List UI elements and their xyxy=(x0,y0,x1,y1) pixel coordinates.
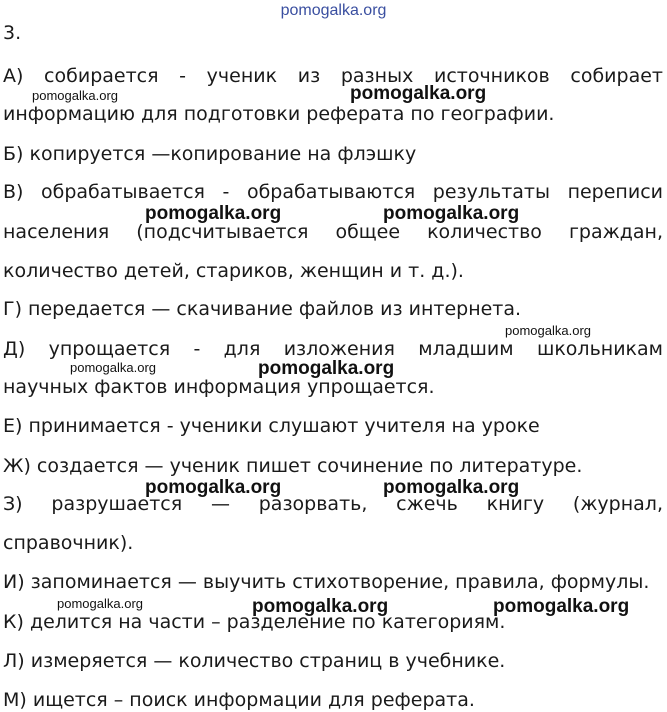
watermark: pomogalka.org xyxy=(350,83,487,104)
text-line-7: Г) передается — скачивание файлов из интернета. xyxy=(3,298,522,320)
text-line-10: Е) принимается - ученики слушают учителя на уроке xyxy=(3,415,540,437)
watermark: pomogalka.org xyxy=(383,477,520,498)
text-line-12: З) разрушается — разорвать, сжечь книгу (журнал, xyxy=(3,493,663,515)
text-line-2: информацию для подготовки реферата по географии. xyxy=(3,103,555,125)
watermark: pomogalka.org xyxy=(145,477,282,498)
task-number: 3. xyxy=(3,22,22,44)
watermark: pomogalka.org xyxy=(505,323,591,338)
watermark: pomogalka.org xyxy=(57,596,143,611)
text-line-3: Б) копируется —копирование на флэшку xyxy=(3,143,417,165)
watermark: pomogalka.org xyxy=(383,203,520,224)
text-line-5: населения (подсчитывается общее количество граждан, xyxy=(3,221,663,243)
text-line-17: М) ищется – поиск информации для реферата. xyxy=(3,689,475,711)
text-line-1: А) собирается - ученик из разных источников собирает xyxy=(3,65,663,87)
text-line-11: Ж) создается — ученик пишет сочинение по литературе. xyxy=(3,455,583,477)
text-line-6: количество детей, стариков, женщин и т. д.). xyxy=(3,260,464,282)
text-line-13: справочник). xyxy=(3,532,134,554)
watermark-top: pomogalka.org xyxy=(280,2,387,19)
text-line-16: Л) измеряется — количество страниц в учебнике. xyxy=(3,650,506,672)
watermark: pomogalka.org xyxy=(258,358,395,379)
watermark: pomogalka.org xyxy=(252,596,389,617)
watermark: pomogalka.org xyxy=(70,360,156,375)
text-line-4: В) обрабатывается - обрабатываются результаты переписи xyxy=(3,181,663,203)
watermark: pomogalka.org xyxy=(32,88,118,103)
text-line-15: К) делится на части – разделение по категориям. xyxy=(3,611,506,633)
text-line-14: И) запоминается — выучить стихотворение, правила, формулы. xyxy=(3,571,650,593)
watermark: pomogalka.org xyxy=(493,596,630,617)
text-line-9: научных фактов информация упрощается. xyxy=(3,376,435,398)
text-line-8: Д) упрощается - для изложения младшим школьникам xyxy=(3,338,663,360)
watermark: pomogalka.org xyxy=(145,203,282,224)
